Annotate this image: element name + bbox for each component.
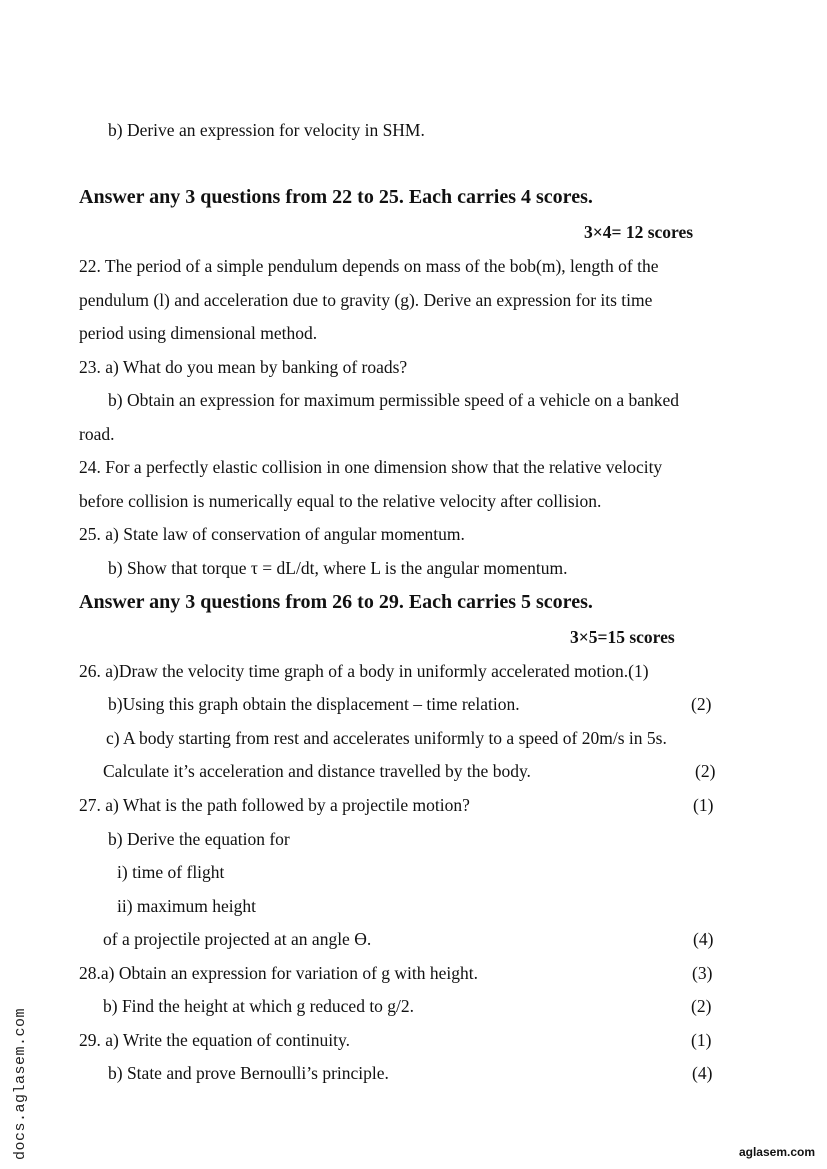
question-28a: 28.a) Obtain an expression for variation of g with height. bbox=[79, 963, 478, 983]
question-28b-marks: (2) bbox=[691, 996, 712, 1016]
question-26c: c) A body starting from rest and accelerates uniformly to a speed of 20m/s in 5s. bbox=[106, 728, 667, 748]
corner-watermark: aglasem.com bbox=[738, 1145, 815, 1159]
question-26b: b)Using this graph obtain the displacement – time relation. bbox=[108, 694, 520, 714]
question-27a-marks: (1) bbox=[693, 795, 714, 815]
question-24-line-1: 24. For a perfectly elastic collision in one dimension show that the relative velocity bbox=[79, 457, 663, 477]
question-22-line-3: period using dimensional method. bbox=[79, 323, 318, 343]
question-28a-marks: (3) bbox=[692, 963, 713, 983]
question-25b: b) Show that torque τ = dL/dt, where L is the angular momentum. bbox=[108, 558, 568, 578]
question-27b-i: i) time of flight bbox=[117, 862, 225, 882]
question-28b: b) Find the height at which g reduced to g/2. bbox=[103, 996, 415, 1016]
question-26b-marks: (2) bbox=[691, 694, 712, 714]
question-27b-marks: (4) bbox=[693, 929, 714, 949]
section-heading-26-29: Answer any 3 questions from 26 to 29. Each carries 5 scores. bbox=[79, 591, 593, 613]
section-heading-22-25: Answer any 3 questions from 22 to 25. Each carries 4 scores. bbox=[79, 186, 593, 208]
question-21b: b) Derive an expression for velocity in SHM. bbox=[108, 120, 425, 140]
question-27b: b) Derive the equation for bbox=[108, 829, 290, 849]
question-26a: 26. a)Draw the velocity time graph of a body in uniformly accelerated motion.(1) bbox=[79, 661, 649, 681]
question-27b-ii: ii) maximum height bbox=[117, 896, 257, 916]
question-29b: b) State and prove Bernoulli’s principle. bbox=[108, 1063, 389, 1083]
section-score-26-29: 3×5=15 scores bbox=[570, 627, 675, 647]
question-23b-line-2: road. bbox=[79, 424, 115, 444]
question-23b-line-1: b) Obtain an expression for maximum permissible speed of a vehicle on a banked bbox=[108, 390, 680, 410]
question-26c-line-2: Calculate it’s acceleration and distance travelled by the body. bbox=[103, 761, 531, 781]
question-22-line-1: 22. The period of a simple pendulum depends on mass of the bob(m), length of the bbox=[79, 256, 659, 276]
section-score-22-25: 3×4= 12 scores bbox=[584, 222, 694, 242]
question-27b-line-4: of a projectile projected at an angle Ɵ. bbox=[103, 929, 372, 949]
question-29b-marks: (4) bbox=[692, 1063, 713, 1083]
question-22-line-2: pendulum (l) and acceleration due to gravity (g). Derive an expression for its time bbox=[79, 290, 653, 310]
question-27a: 27. a) What is the path followed by a projectile motion? bbox=[79, 795, 470, 815]
side-watermark: docs.aglasem.com bbox=[12, 1007, 29, 1160]
question-23a: 23. a) What do you mean by banking of roads? bbox=[79, 357, 408, 377]
question-26c-marks: (2) bbox=[695, 761, 716, 781]
question-25a: 25. a) State law of conservation of angular momentum. bbox=[79, 524, 465, 544]
question-29a: 29. a) Write the equation of continuity. bbox=[79, 1030, 350, 1050]
question-29a-marks: (1) bbox=[691, 1030, 712, 1050]
question-24-line-2: before collision is numerically equal to the relative velocity after collision. bbox=[79, 491, 602, 511]
